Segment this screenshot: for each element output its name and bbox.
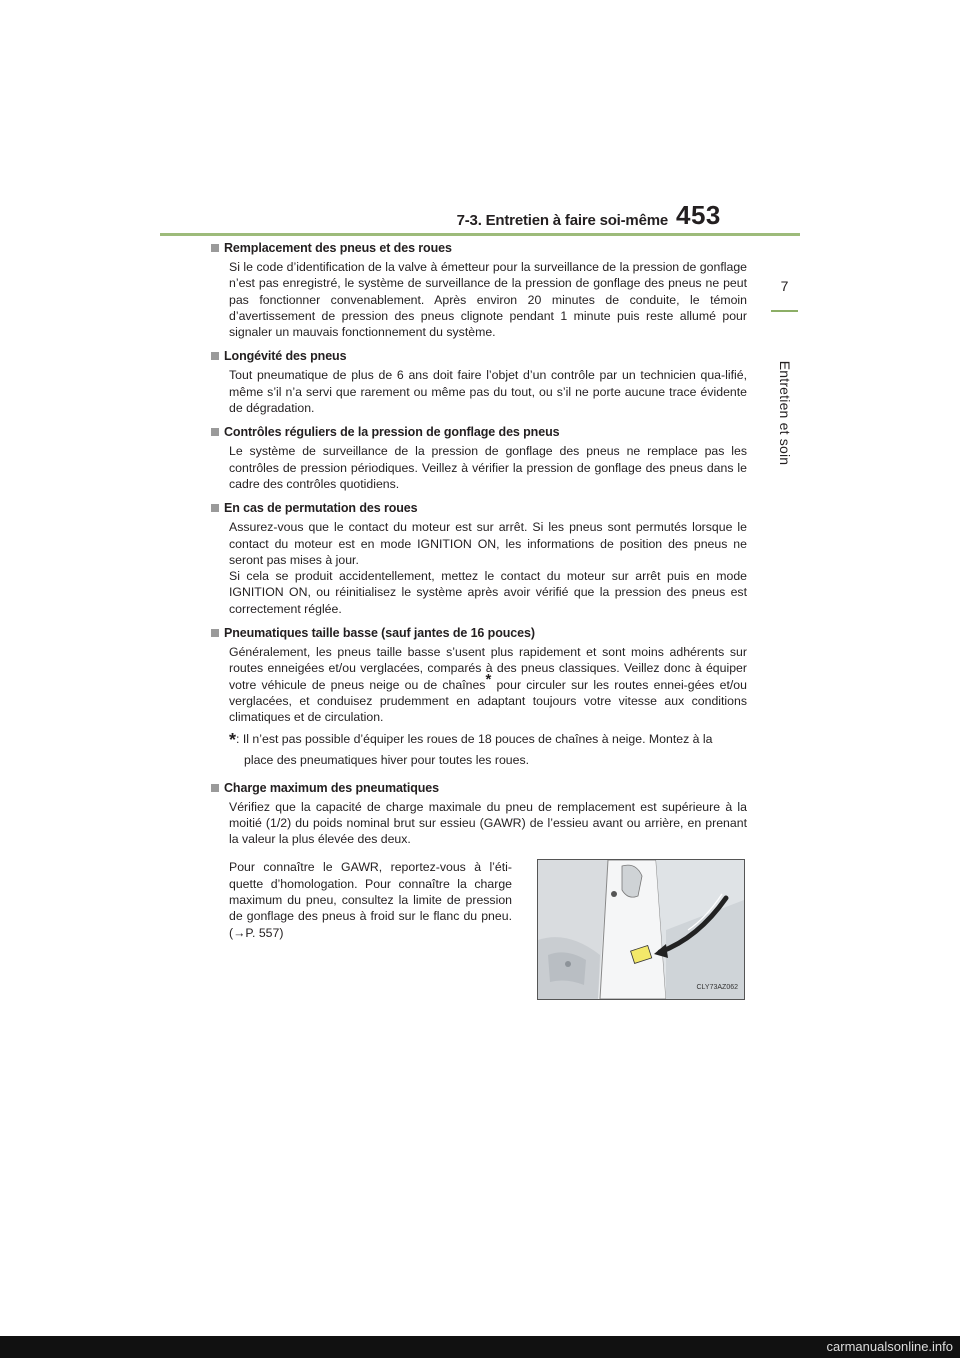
square-bullet-icon <box>211 784 219 792</box>
header-section-title: 7-3. Entretien à faire soi-même <box>456 212 668 229</box>
paragraph <box>229 644 747 725</box>
door-pillar-illustration <box>537 859 745 1000</box>
square-bullet-icon <box>211 504 219 512</box>
section-heading <box>224 424 747 441</box>
section-body <box>229 644 747 725</box>
section-heading-text: Charge maximum des pneumatiques <box>224 780 440 795</box>
section-body <box>229 259 747 340</box>
footnote-star: * <box>229 729 237 750</box>
section-tire-longevity <box>212 348 747 416</box>
section-heading <box>224 625 747 642</box>
section-heading-text: Pneumatiques taille basse (sauf jantes de 16 pouces) <box>224 626 535 641</box>
page-number: 453 <box>676 200 721 230</box>
paragraph: Si le code d’identification de la valve à émetteur pour la surveillance de la pression de gonflage n’est pas enregistré, le système de surveillance de la pression de gonflage des pneus ne peut pas fonctionner convenablement. Après environ 20 minutes de conduite, le témoin d’avertissement de pression des pneus clignote pendant 1 minute puis reste allumé pour signaler un mauvais fonctionnement du système. <box>229 260 747 340</box>
footnote-text-continued: place des pneumatiques hiver pour toutes les roues. <box>244 752 530 767</box>
section-heading-text: En cas de permutation des roues <box>224 501 418 516</box>
square-bullet-icon <box>211 244 219 252</box>
section-pressure-checks <box>212 424 747 492</box>
section-heading-text: Contrôles réguliers de la pression de gonflage des pneus <box>224 425 560 440</box>
paragraph-text: pour circuler sur les routes ennei-gées et/ou verglacées, et conduisez prudemment en adaptant toujours votre vitesse aux conditions climatiques et de circulation. <box>229 677 747 725</box>
chapter-tab-rule <box>771 310 798 312</box>
paragraph: Le système de surveillance de la pression de gonflage des pneus ne remplace pas les contrôles de pression périodiques. Veillez à vérifier la pression de gonflage des pneus dans le cadre des contrôles quotidiens. <box>229 444 747 491</box>
section-low-profile-tires <box>212 625 747 769</box>
section-body <box>229 443 747 492</box>
square-bullet-icon <box>211 352 219 360</box>
square-bullet-icon <box>211 629 219 637</box>
square-bullet-icon <box>211 428 219 436</box>
section-heading <box>224 348 747 365</box>
section-max-load <box>212 780 747 1001</box>
chapter-label: Entretien et soin <box>777 360 793 466</box>
paragraph: Vérifiez que la capacité de charge maximale du pneu de remplacement est supérieure à la moitié (1/2) du poids nominal brut sur essieu (GAWR) de l’essieu avant ou arrière, en prenant la valeur la plus élevée des deux. <box>229 799 747 847</box>
page-content <box>212 240 747 1008</box>
footnote <box>229 729 747 770</box>
footnote-marker: * <box>485 670 492 688</box>
section-body <box>229 519 747 617</box>
paragraph: Si cela se produit accidentellement, mettez le contact du moteur sur arrêt puis en mode IGNITION ON, ou réinitialisez le système après avoir vérifié que la pression des pneus est correctement réglée. <box>229 569 747 616</box>
section-heading <box>224 500 747 517</box>
section-body <box>229 367 747 416</box>
paragraph: Pour connaître le GAWR, reportez-vous à l’éti-quette d’homologation. Pour connaître la charge maximum du pneu, consultez la limite de pression de gonflage des pneus à froid sur le flanc du pneu. (→P. 557) <box>229 860 512 940</box>
section-tire-replacement <box>212 240 747 340</box>
figure-code: CLY73AZ062 <box>696 984 738 992</box>
paragraph-text: Généralement, les pneus taille basse s’usent plus rapidement et sont moins adhérents sur routes enneigées et/ou verglacées, comparés à des pneus classiques. Veillez donc à équiper votre véhicule de pneus neige ou de chaînes <box>229 645 747 692</box>
section-heading <box>224 240 747 257</box>
figure-row <box>229 859 747 1000</box>
footer-watermark: carmanualsonline.info <box>0 1336 960 1358</box>
footnote-text: : Il n’est pas possible d’équiper les roues de 18 pouces de chaînes à neige. Montez à la <box>236 731 713 746</box>
section-body <box>229 799 747 848</box>
paragraph: Tout pneumatique de plus de 6 ans doit faire l’objet d’un contrôle par un technicien qua-lifié, même s’il n’a servi que rarement ou même pas du tout, ou s’il ne porte aucune trace évidente de dégradation. <box>229 368 747 416</box>
door-pillar-drawing <box>538 860 744 999</box>
section-wheel-rotation <box>212 500 747 617</box>
header-rule <box>160 233 800 236</box>
section-heading-text: Longévité des pneus <box>224 349 347 364</box>
chapter-number: 7 <box>780 278 789 294</box>
chapter-side-tab <box>769 264 800 928</box>
section-heading <box>224 780 747 797</box>
section-heading-text: Remplacement des pneus et des roues <box>224 241 452 255</box>
paragraph: Assurez-vous que le contact du moteur est sur arrêt. Si les pneus sont permutés lorsque le contact du moteur est en mode IGNITION ON, les informations de position des pneus ne seront pas mises à jour. <box>229 520 747 567</box>
